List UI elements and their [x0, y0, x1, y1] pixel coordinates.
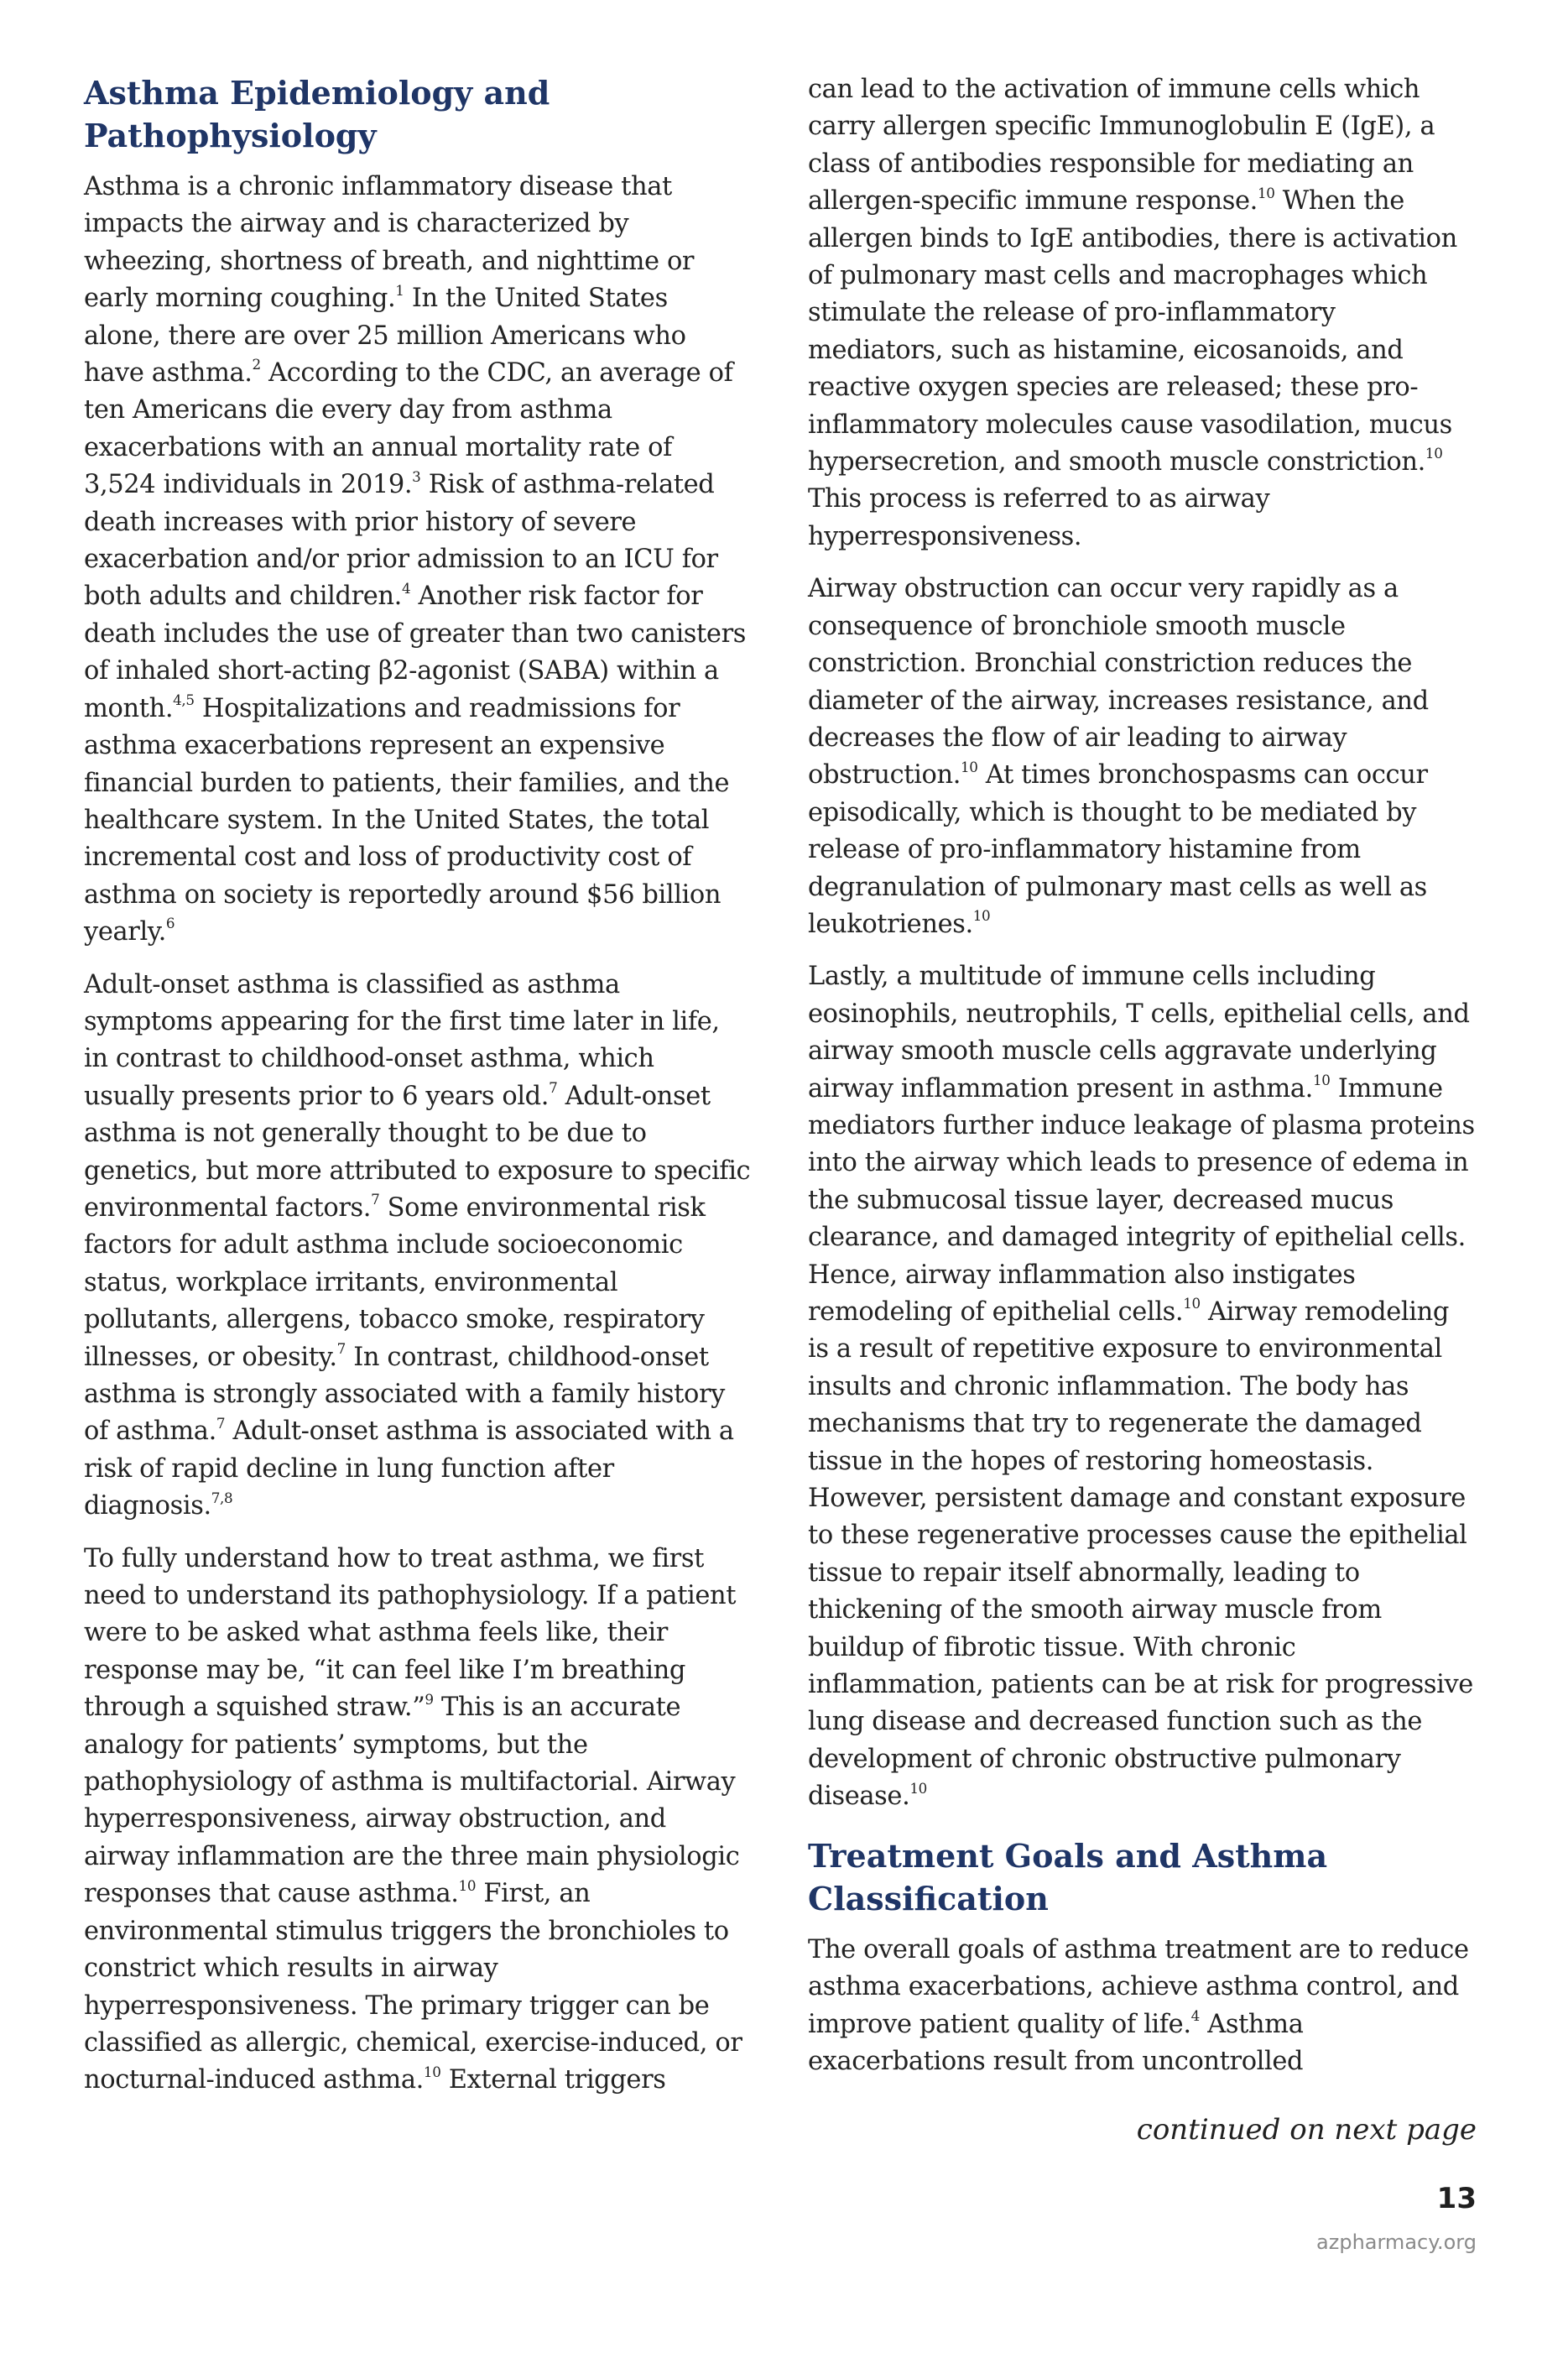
paragraph-immune-activation — [808, 71, 1475, 556]
text-run: When the allergen binds to IgE antibodies, there is activation of pulmonary mast cells and macrophages which stimulate the release of pro-inflammatory mediators, such as histamine, eicosanoids, and reactive oxygen species are released; these pro-inflammatory molecules cause vasodilation, mucus hypersecretion, and smooth muscle constriction. — [808, 186, 1457, 477]
text-run: Hospitalizations and readmissions for asthma exacerbations represent an expensive financial burden to patients, their families, and the healthcare system. In the United States, the total incremental cost and loss of productivity cost of asthma on society is reportedly around $56 billion yearly. — [84, 693, 730, 947]
text-run: External triggers — [440, 2065, 666, 2095]
paragraph-adult-onset — [84, 967, 751, 1526]
text-run: Adult-onset asthma is not generally thought to be due to genetics, but more attributed to exposure to specific environmental factors. — [84, 1081, 751, 1223]
paragraph-airway-obstruction — [808, 571, 1475, 943]
citation: 10 — [961, 758, 978, 775]
text-run: Some environmental risk factors for adult asthma include socioeconomic status, workplace irritants, environmental pollutants, allergens, tobacco smoke, respiratory illnesses, or obesity. — [84, 1192, 706, 1372]
citation: 10 — [423, 2063, 441, 2080]
text-run: Risk of asthma-related death increases with prior history of severe exacerbation and/or prior admission to an ICU for both adults and children. — [84, 470, 718, 612]
citation: 3 — [412, 467, 421, 485]
citation: 1 — [395, 281, 404, 299]
text-run: In contrast, childhood-onset asthma is strongly associated with a family history of asthma. — [84, 1342, 725, 1447]
text-run: This process is referred to as airway hyperresponsiveness. — [808, 484, 1270, 551]
text-run: Immune mediators further induce leakage of plasma proteins into the airway which leads to presence of edema in the submucosal tissue layer, decreased mucus clearance, and damaged integrity of epithelial cells. Hence, airway inflammation also instigates remodeling of epithelial cells. — [808, 1073, 1475, 1327]
right-column — [808, 71, 1475, 2095]
site-url: azpharmacy.org — [1316, 2230, 1477, 2254]
left-column — [84, 71, 751, 2115]
citation: 10 — [909, 1779, 927, 1797]
text-run: Adult-onset asthma is classified as asthma symptoms appearing for the first time later in life, in contrast to childhood-onset asthma, which usually presents prior to 6 years old. — [84, 969, 720, 1111]
citation: 10 — [972, 907, 991, 925]
citation: 10 — [1257, 184, 1275, 201]
continued-note: continued on next page — [1136, 2113, 1477, 2147]
citation: 2 — [252, 356, 261, 373]
citation: 7,8 — [211, 1489, 233, 1506]
citation: 4 — [1190, 2006, 1200, 2024]
citation: 7 — [549, 1079, 558, 1097]
text-run: Airway remodeling is a result of repetitive exposure to environmental insults and chronic inflammation. The body has mechanisms that try to regenerate the damaged tissue in the hopes of restoring homeostasis. However, persistent damage and constant exposure to these regenerative processes cause the epithelial tissue to repair itself abnormally, leading to thickening of the smooth airway muscle from buildup of fibrotic tissue. With chronic inflammation, patients can be at risk for progressive lung disease and decreased function such as the development of chronic obstructive pulmonary disease. — [808, 1297, 1473, 1812]
paragraph-asthma-overview — [84, 169, 751, 952]
text-run: This is an accurate analogy for patients’ symptoms, but the pathophysiology of asthma is multifactorial. Airway hyperresponsiveness, airway obstruction, and airway inflammation are the three main physiologic responses that cause asthma. — [84, 1693, 740, 1909]
citation: 9 — [425, 1690, 434, 1708]
text-run: To fully understand how to treat asthma, we first need to understand its pathophysiology. If a patient were to be asked what asthma feels like, their response may be, “it can feel like I’m breathing through a squished straw.” — [84, 1543, 737, 1723]
text-run: At times bronchospasms can occur episodically, which is thought to be mediated by release of pro-inflammatory histamine from degranulation of pulmonary mast cells as well as leukotrienes. — [808, 760, 1428, 939]
section-heading-treatment-goals: Treatment Goals and Asthma Classification — [808, 1836, 1328, 1917]
text-run: Airway obstruction can occur very rapidly as a consequence of bronchiole smooth muscle constriction. Bronchial constriction reduces the diameter of the airway, increases resistance, and decreases the flow of air leading to airway obstruction. — [808, 574, 1429, 790]
text-run: Lastly, a multitude of immune cells including eosinophils, neutrophils, T cells, epithelial cells, and airway smooth muscle cells aggravate underlying airway inflammation present in asthma. — [808, 962, 1470, 1103]
text-run: Asthma is a chronic inflammatory disease that impacts the airway and is characterized by wheezing, shortness of breath, and nighttime or early morning coughing. — [84, 172, 695, 314]
text-run: According to the CDC, an average of ten Americans die every day from asthma exacerbations with an annual mortality rate of 3,524 individuals in 2019. — [84, 358, 733, 500]
section-heading-epidemiology: Asthma Epidemiology and Pathophysiology — [84, 74, 550, 154]
citation: 7 — [371, 1191, 380, 1208]
citation: 10 — [1425, 445, 1443, 462]
citation: 7 — [216, 1414, 226, 1432]
citation: 7 — [336, 1339, 346, 1357]
citation: 4 — [401, 579, 411, 597]
paragraph-treatment-goals — [808, 1932, 1475, 2081]
citation: 10 — [458, 1876, 477, 1894]
text-run: The overall goals of asthma treatment are to reduce asthma exacerbations, achieve asthma control, and improve patient quality of life. — [808, 1934, 1469, 2039]
citation: 10 — [1183, 1295, 1201, 1312]
text-run: First, an environmental stimulus triggers the bronchioles to constrict which results in airway hyperresponsiveness. The primary trigger can be classified as allergic, chemical, exercise-induced, or nocturnal-induced asthma. — [84, 1879, 742, 2095]
page-number: 13 — [1436, 2182, 1477, 2215]
citation: 6 — [165, 915, 175, 932]
text-run: In the United States alone, there are over 25 million Americans who have asthma. — [84, 284, 686, 389]
citation: 10 — [1312, 1071, 1331, 1088]
paragraph-pathophysiology — [84, 1541, 751, 2100]
text-run: Another risk factor for death includes the use of greater than two canisters of inhaled short-acting β2-agonist (SABA) within a month. — [84, 582, 746, 723]
text-run: Adult-onset asthma is associated with a risk of rapid decline in lung function after diagnosis. — [84, 1416, 734, 1521]
paragraph-airway-inflammation — [808, 958, 1475, 1815]
citation: 4,5 — [173, 691, 195, 709]
text-run: Asthma exacerbations result from uncontrolled — [808, 2009, 1304, 2076]
text-run: can lead to the activation of immune cells which carry allergen specific Immunoglobulin E (IgE), a class of antibodies responsible for mediating an allergen-specific immune response. — [808, 75, 1435, 217]
